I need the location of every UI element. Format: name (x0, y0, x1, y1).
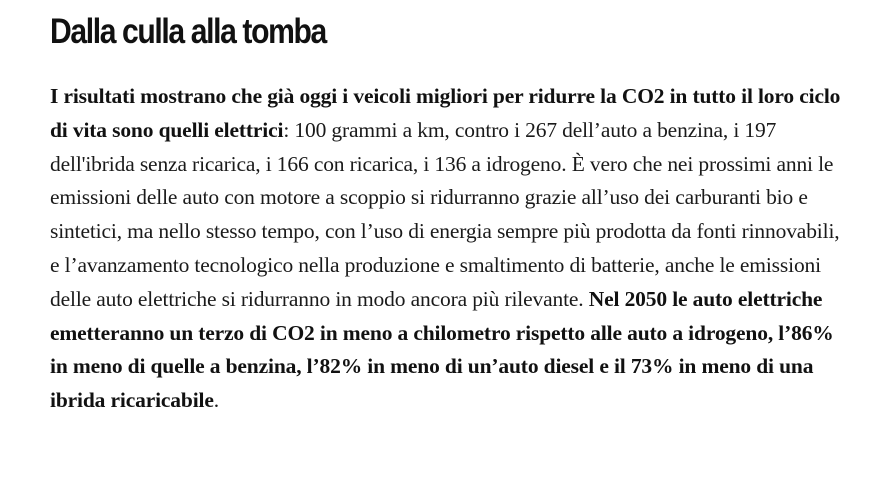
article-paragraph (50, 80, 850, 418)
paragraph-end-punctuation: . (213, 388, 219, 413)
article (50, 10, 850, 418)
lead-bold-text: I risultati mostrano che già oggi i veicoli migliori per ridurre la CO2 in tutto il loro ciclo di vita sono quelli elettrici (50, 84, 841, 142)
article-title: Dalla culla alla tomba (50, 12, 326, 51)
closing-bold-text: Nel 2050 le auto elettriche emetteranno un terzo di CO2 in meno a chilometro rispetto alle auto a idrogeno, l’86% in meno di quelle a benzina, l’82% in meno di un’auto diesel e il 73% in meno di una ibrida ricaricabile (50, 286, 834, 413)
paragraph-body-text: : 100 grammi a km, contro i 267 dell’auto a benzina, i 197 dell'ibrida senza ricarica, i 166 con ricarica, i 136 a idrogeno. È vero che nei prossimi anni le emissioni delle auto con motore a scoppio si ridurranno grazie all’uso dei carburanti bio e sintetici, ma nello stesso tempo, con l’uso di energia sempre più prodotta da fonti rinnovabili, e l’avanzamento tecnologico nella produzione e smaltimento di batterie, anche le emissioni delle auto elettriche si ridurranno in modo ancora più rilevante. (50, 117, 840, 311)
